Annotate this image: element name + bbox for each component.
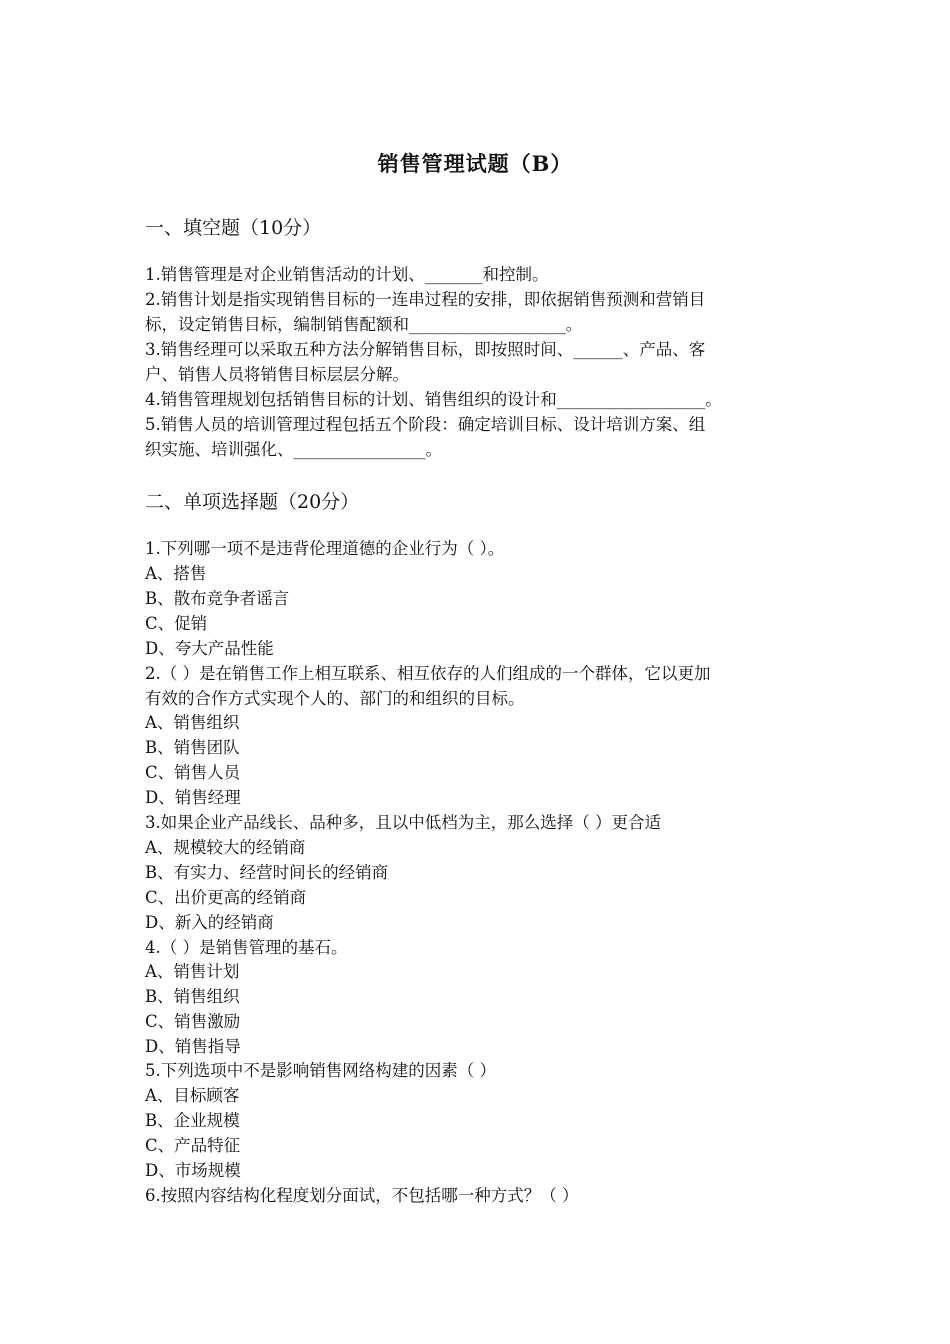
section-heading-fill-blank: 一、填空题（10分） bbox=[145, 217, 322, 239]
option-line: D、销售经理 bbox=[145, 788, 241, 807]
option-line: B、销售团队 bbox=[145, 738, 240, 757]
option-line: C、产品特征 bbox=[145, 1136, 241, 1155]
question-line: 户、销售人员将销售目标层层分解。 bbox=[145, 365, 409, 384]
question-line: 2.销售计划是指实现销售目标的一连串过程的安排，即依据销售预测和营销目 bbox=[145, 290, 706, 309]
option-line: B、企业规模 bbox=[145, 1111, 240, 1130]
question-line: 3.如果企业产品线长、品种多，且以中低档为主，那么选择（ ）更合适 bbox=[145, 813, 661, 832]
option-line: A、搭售 bbox=[145, 564, 207, 583]
question-line: 4.销售管理规划包括销售目标的计划、销售组织的设计和__________________。 bbox=[145, 390, 722, 409]
option-line: A、销售组织 bbox=[145, 713, 240, 732]
question-line: 1.销售管理是对企业销售活动的计划、_______和控制。 bbox=[145, 265, 549, 284]
question-line: 5.下列选项中不是影响销售网络构建的因素（ ） bbox=[145, 1061, 496, 1080]
option-line: C、出价更高的经销商 bbox=[145, 888, 307, 907]
page-title: 销售管理试题（B） bbox=[377, 151, 573, 176]
question-line: 织实施、培训强化、________________。 bbox=[145, 440, 442, 459]
question-line: 有效的合作方式实现个人的、部门的和组织的目标。 bbox=[145, 689, 525, 708]
option-line: C、促销 bbox=[145, 614, 208, 633]
option-line: C、销售激励 bbox=[145, 1012, 241, 1031]
question-line: 1.下列哪一项不是违背伦理道德的企业行为（ ）。 bbox=[145, 539, 505, 558]
option-line: C、销售人员 bbox=[145, 763, 241, 782]
option-line: D、新入的经销商 bbox=[145, 913, 274, 932]
option-line: D、市场规模 bbox=[145, 1161, 241, 1180]
question-line: 标，设定销售目标，编制销售配额和___________________。 bbox=[145, 315, 583, 334]
option-line: D、销售指导 bbox=[145, 1037, 241, 1056]
question-line: 2.（ ）是在销售工作上相互联系、相互依存的人们组成的一个群体，它以更加 bbox=[145, 664, 711, 683]
question-line: 6.按照内容结构化程度划分面试，不包括哪一种方式？（ ） bbox=[145, 1186, 579, 1205]
option-line: D、夸大产品性能 bbox=[145, 639, 274, 658]
option-line: B、销售组织 bbox=[145, 987, 240, 1006]
option-line: B、有实力、经营时间长的经销商 bbox=[145, 863, 389, 882]
question-line: 4.（ ）是销售管理的基石。 bbox=[145, 938, 348, 957]
section-heading-single-choice: 二、单项选择题（20分） bbox=[145, 491, 360, 513]
option-line: B、散布竞争者谣言 bbox=[145, 589, 290, 608]
option-line: A、销售计划 bbox=[145, 962, 240, 981]
option-line: A、规模较大的经销商 bbox=[145, 838, 306, 857]
question-line: 5.销售人员的培训管理过程包括五个阶段：确定培训目标、设计培训方案、组 bbox=[145, 415, 706, 434]
question-line: 3.销售经理可以采取五种方法分解销售目标，即按照时间、______、产品、客 bbox=[145, 340, 706, 359]
option-line: A、目标顾客 bbox=[145, 1086, 240, 1105]
